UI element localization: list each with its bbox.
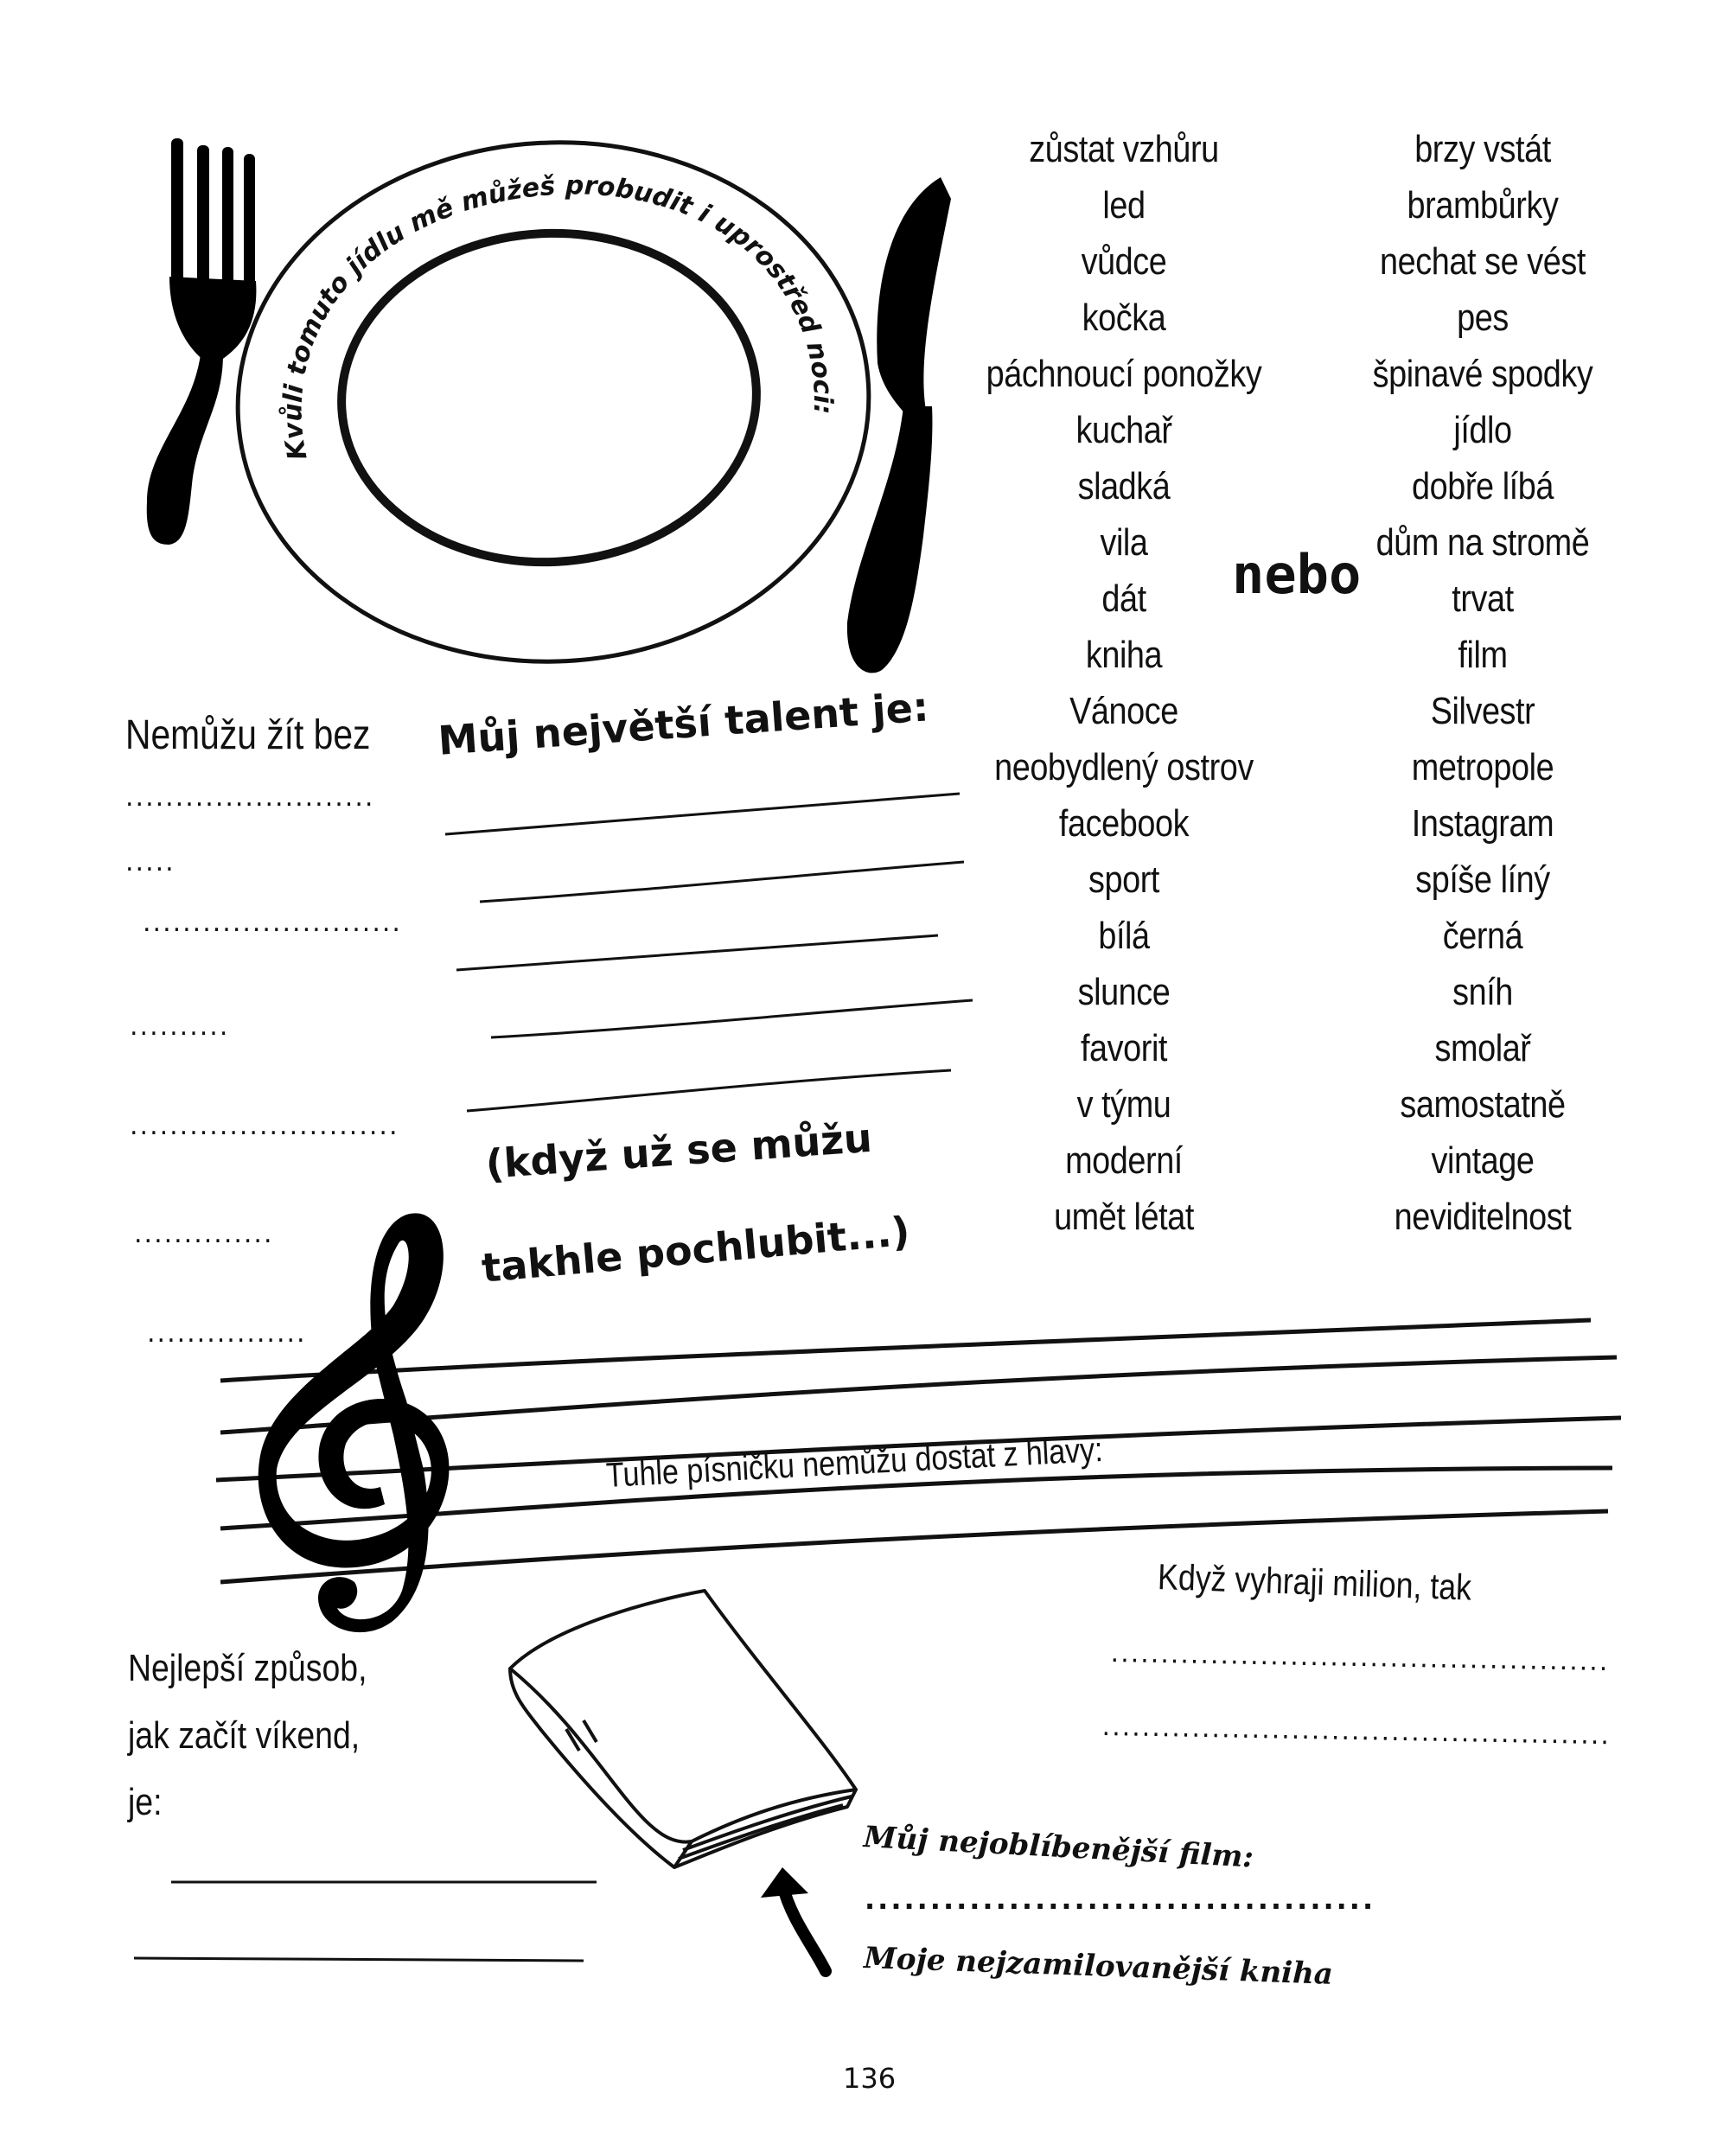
weekend-line1: Nejlepší způsob, xyxy=(128,1647,367,1689)
left_column-item: sladká xyxy=(1077,465,1171,507)
left_column-item: facebook xyxy=(1058,802,1190,845)
talent-note-line1: (když už se můžu xyxy=(484,1113,874,1188)
film-label: Můj nejoblíbenější film: xyxy=(862,1820,1254,1875)
right_column-item: sníh xyxy=(1452,971,1513,1013)
song-label: Tuhle písničku nemůžu dostat z hlavy: xyxy=(605,1430,1104,1495)
cant-live-dots-5: ........................... xyxy=(130,1111,399,1141)
plate-text: Kvůli tomuto jídlu mě můžeš probudit i uprostřed noci: xyxy=(278,170,839,463)
left_column-item: vůdce xyxy=(1081,240,1167,283)
weekend-line2: jak začít víkend, xyxy=(128,1714,361,1757)
choice-column-left xyxy=(930,121,1317,1245)
right_column-item: brzy vstát xyxy=(1414,128,1551,170)
right_column-item: vintage xyxy=(1431,1139,1535,1182)
cant-live-dots-4: .......... xyxy=(130,1011,230,1042)
right_column-item: Instagram xyxy=(1411,802,1554,845)
left_column-item: led xyxy=(1102,184,1146,227)
right_column-item: černá xyxy=(1442,915,1523,957)
left_column-item: umět létat xyxy=(1054,1196,1194,1238)
left_column-item: vila xyxy=(1100,521,1148,564)
talent-note-line2: takhle pochlubit...) xyxy=(480,1207,912,1292)
weekend-line3: je: xyxy=(128,1781,163,1823)
arrow-icon xyxy=(761,1867,826,1971)
cant-live-dots-6: .............. xyxy=(134,1219,274,1249)
left_column-item: kniha xyxy=(1085,634,1163,676)
right_column-item: neviditelnost xyxy=(1394,1196,1572,1238)
cant-live-dots-2: ..... xyxy=(125,847,176,877)
right_column-item: Silvestr xyxy=(1430,690,1535,732)
nebo-label: nebo xyxy=(1232,543,1362,606)
left_column-item: bílá xyxy=(1098,915,1150,957)
left_column-item: páchnoucí ponožky xyxy=(986,353,1262,395)
treble-clef-icon xyxy=(258,1213,450,1632)
right_column-item: metropole xyxy=(1411,746,1554,788)
left_column-item: kočka xyxy=(1082,297,1166,339)
right_column-item: dobře líbá xyxy=(1411,465,1554,507)
left_column-item: sport xyxy=(1088,858,1159,901)
right_column-item: samostatně xyxy=(1400,1083,1566,1126)
left_column-item: favorit xyxy=(1080,1027,1168,1069)
left_column-item: v týmu xyxy=(1076,1083,1171,1126)
right_column-item: smolař xyxy=(1434,1027,1531,1069)
cant-live-dots-3: .......................... xyxy=(143,908,402,938)
cant-live-dots-1: ......................... xyxy=(125,782,375,813)
book-icon xyxy=(510,1591,856,1867)
right_column-item: brambůrky xyxy=(1407,184,1559,227)
weekend-lines xyxy=(134,1882,597,1961)
right_column-item: trvat xyxy=(1452,577,1514,620)
talent-heading: Můj největší talent je: xyxy=(437,683,930,764)
left_column-item: Vánoce xyxy=(1069,690,1178,732)
left_column-item: moderní xyxy=(1065,1139,1183,1182)
right_column-item: nechat se vést xyxy=(1379,240,1586,283)
left_column-item: slunce xyxy=(1077,971,1171,1013)
million-label: Když vyhraji milion, tak xyxy=(1157,1556,1472,1608)
left_column-item: zůstat vzhůru xyxy=(1029,128,1219,170)
left_column-item: neobydlený ostrov xyxy=(994,746,1254,788)
right_column-item: špinavé spodky xyxy=(1372,353,1593,395)
choice-column-right xyxy=(1289,121,1675,1245)
left_column-item: dát xyxy=(1101,577,1146,620)
fork-icon xyxy=(147,138,257,545)
million-dots-1: .................................................. xyxy=(1110,1638,1610,1678)
right_column-item: pes xyxy=(1457,297,1509,339)
plate-icon xyxy=(225,126,882,677)
right_column-item: dům na stromě xyxy=(1375,521,1590,564)
left_column-item: kuchař xyxy=(1075,409,1172,451)
right_column-item: spíše líný xyxy=(1415,858,1550,901)
talent-lines xyxy=(445,794,973,1111)
cant-live-label: Nemůžu žít bez xyxy=(125,712,371,758)
right_column-item: film xyxy=(1458,634,1508,676)
page-number: 136 xyxy=(843,2062,897,2095)
book-label: Moje nejzamilovanější kniha xyxy=(863,1941,1334,1992)
film-dots: ....................................... xyxy=(865,1883,1376,1916)
right_column-item: jídlo xyxy=(1453,409,1512,451)
million-dots-2: ................................................... xyxy=(1101,1712,1612,1752)
cant-live-dots-7: ................ xyxy=(147,1318,307,1349)
